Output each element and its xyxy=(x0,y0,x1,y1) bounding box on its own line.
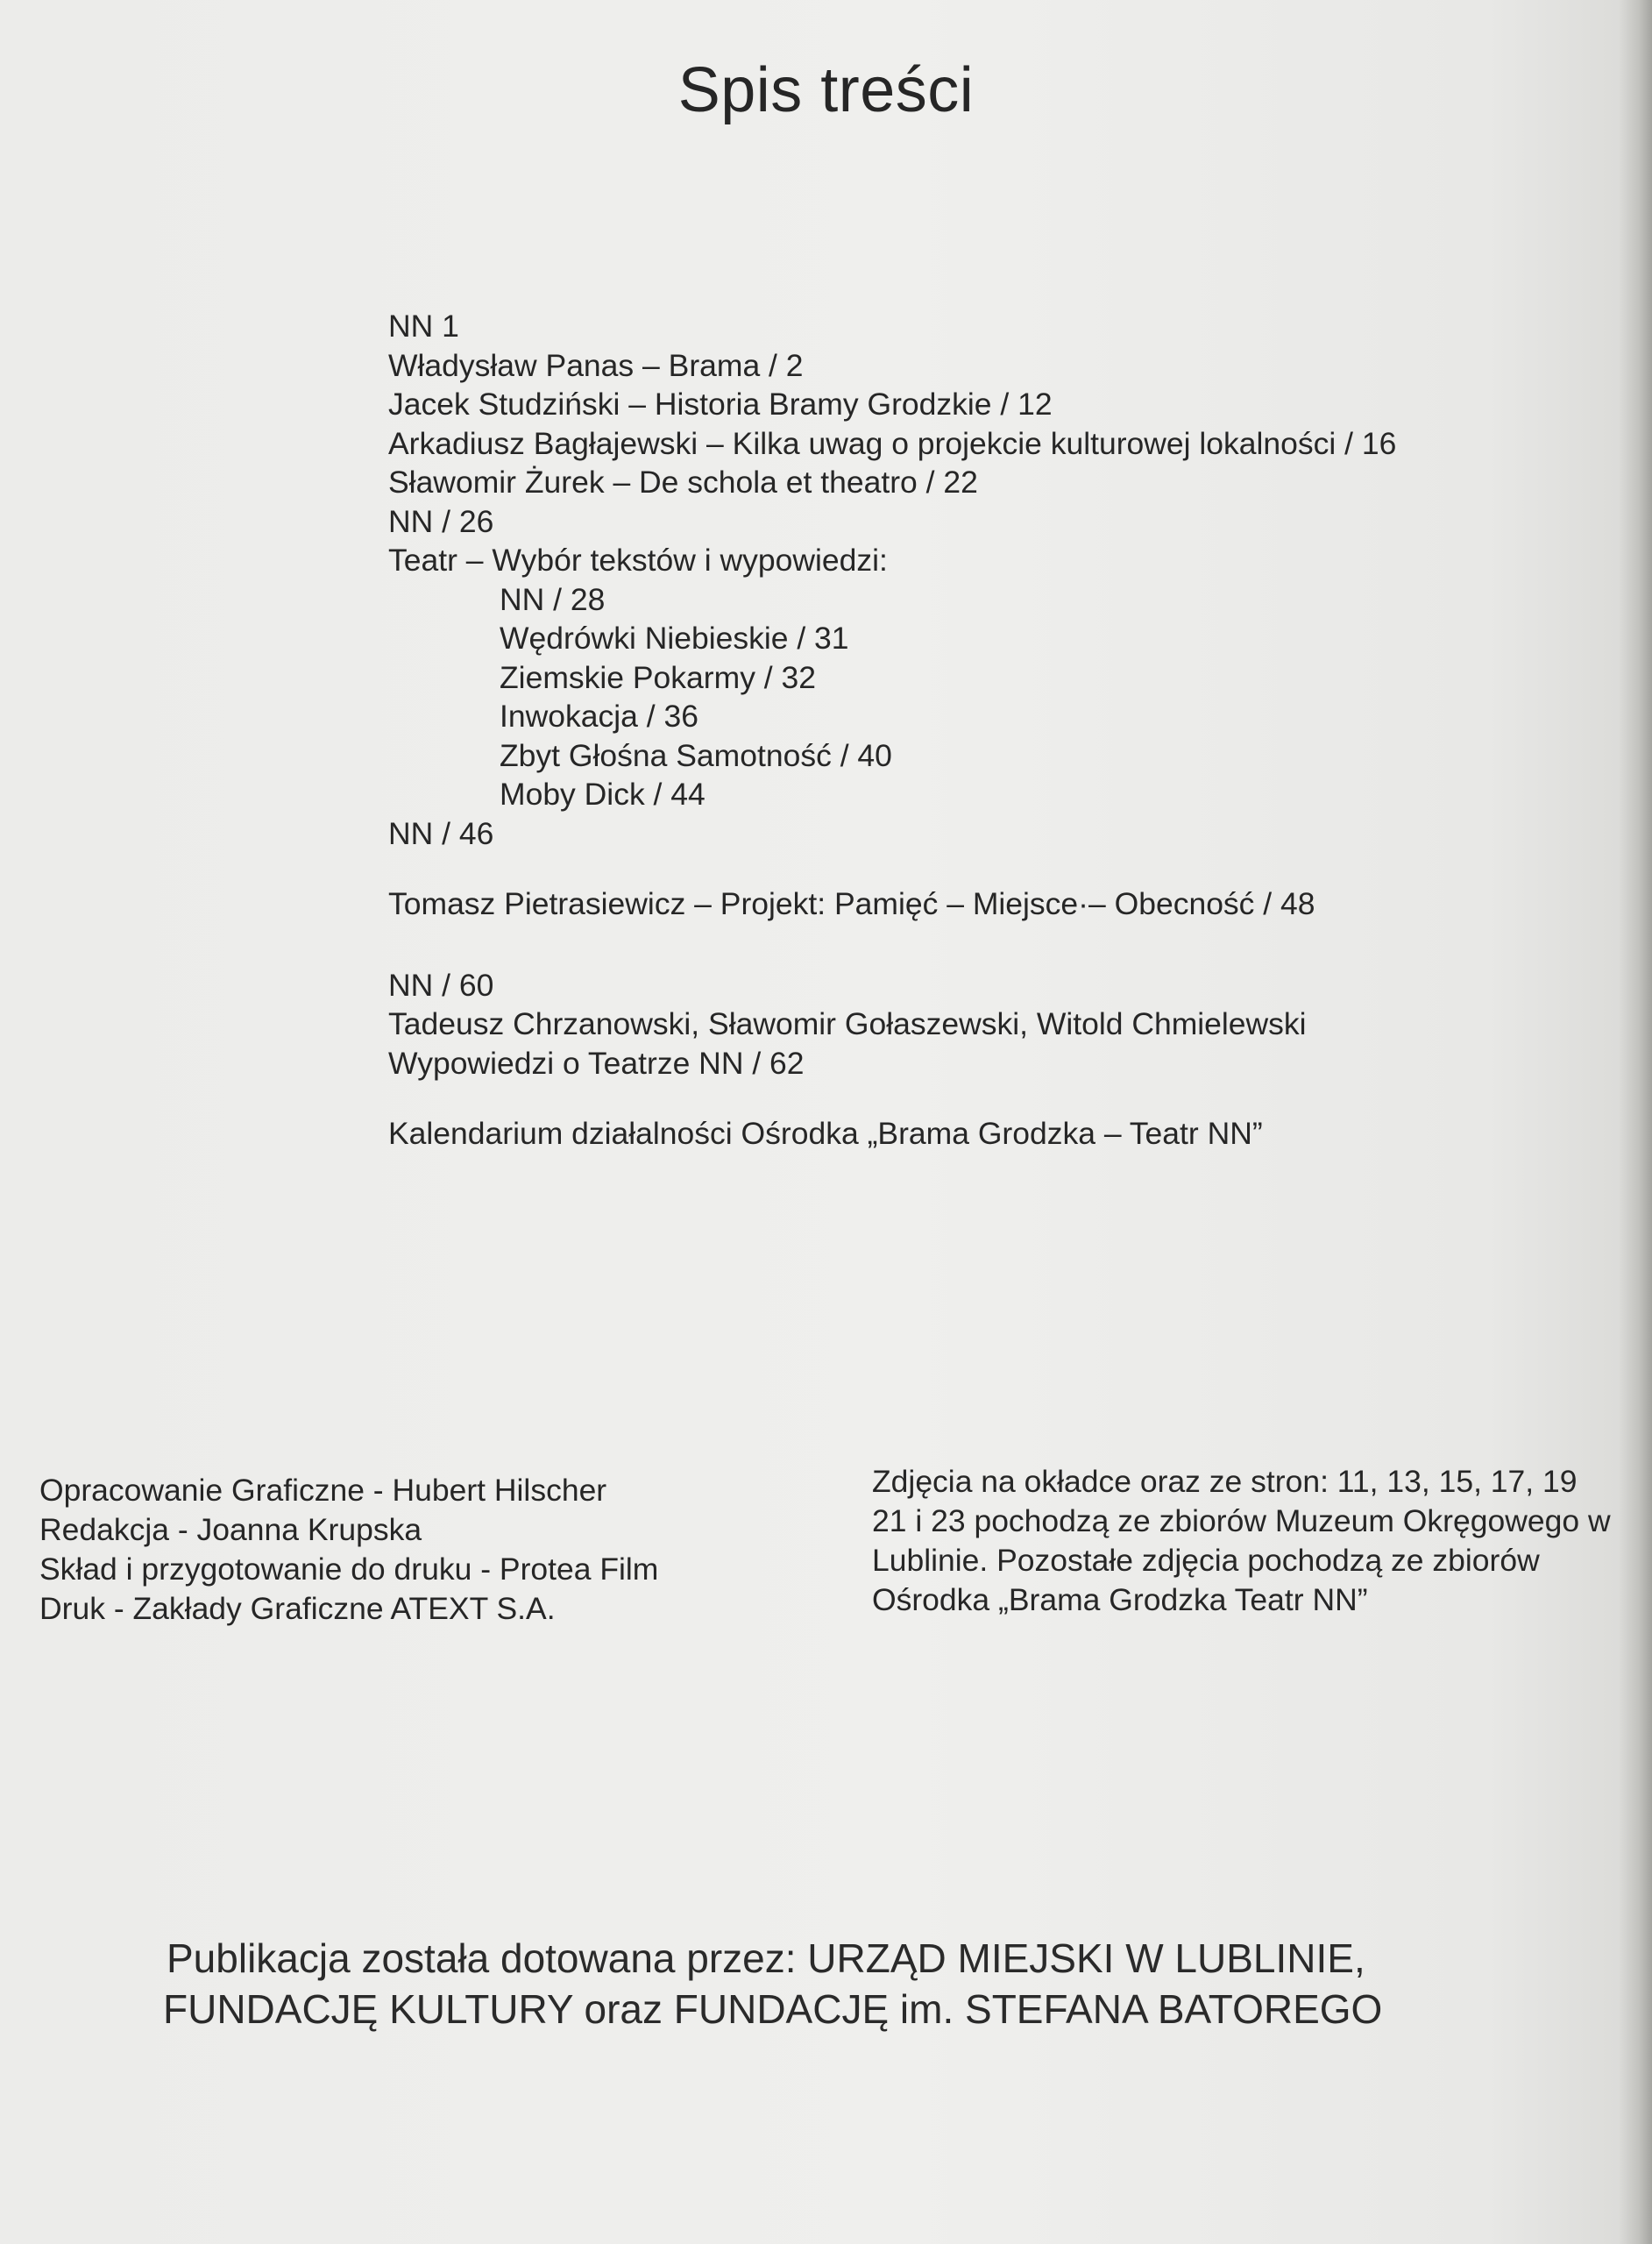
toc-entry: NN / 46 xyxy=(388,815,494,851)
toc-entry: Władysław Panas – Brama / 2 xyxy=(388,347,804,383)
funding-note xyxy=(163,1933,1586,2035)
credit-line: Druk - Zakłady Graficzne ATEXT S.A. xyxy=(39,1591,556,1626)
credit-line: Lublinie. Pozostałe zdjęcia pochodzą ze zbiorów xyxy=(872,1543,1540,1578)
page-edge-shadow xyxy=(1619,0,1652,2244)
toc-subentry: Ziemskie Pokarmy / 32 xyxy=(500,659,817,695)
toc-subentry: Zbyt Głośna Samotność / 40 xyxy=(500,737,892,773)
toc-entry: Tomasz Pietrasiewicz – Projekt: Pamięć – Miejsce·– Obecność / 48 xyxy=(388,886,1315,921)
toc-entry: NN / 60 xyxy=(388,967,494,1003)
toc-subentry: Moby Dick / 44 xyxy=(500,777,705,812)
toc-section-heading: Teatr – Wybór tekstów i wypowiedzi: xyxy=(388,543,888,578)
funding-line: Publikacja została dotowana przez: URZĄD MIEJSKI W LUBLINIE, xyxy=(167,1935,1365,1981)
toc-entry: NN 1 xyxy=(388,309,459,344)
credit-line: Zdjęcia na okładce oraz ze stron: 11, 13, 15, 17, 19 xyxy=(872,1464,1578,1499)
page-title: Spis treści xyxy=(677,55,975,125)
toc-entry: Jacek Studziński – Historia Bramy Grodzkie / 12 xyxy=(388,387,1053,422)
funding-line: FUNDACJĘ KULTURY oraz FUNDACJĘ im. STEFANA BATOREGO xyxy=(163,1986,1383,2032)
production-credits xyxy=(39,1471,828,1629)
toc-entry: NN / 26 xyxy=(388,503,494,539)
toc-entry: Tadeusz Chrzanowski, Sławomir Gołaszewski, Witold Chmielewski xyxy=(388,1006,1307,1041)
credit-line: 21 i 23 pochodzą ze zbiorów Muzeum Okręgowego w xyxy=(872,1503,1611,1538)
credit-line: Opracowanie Graficzne - Hubert Hilscher xyxy=(39,1473,607,1508)
credit-line: Redakcja - Joanna Krupska xyxy=(39,1512,422,1547)
toc-subentry: Inwokacja / 36 xyxy=(500,699,698,734)
toc-entry: Wypowiedzi o Teatrze NN / 62 xyxy=(388,1045,805,1081)
toc-entry: Sławomir Żurek – De schola et theatro / 22 xyxy=(388,465,978,500)
toc-entry: Arkadiusz Bagłajewski – Kilka uwag o projekcie kulturowej lokalności / 16 xyxy=(388,425,1397,461)
photo-credits xyxy=(872,1462,1652,1620)
toc-subentry: NN / 28 xyxy=(500,581,606,617)
credit-line: Ośrodka „Brama Grodzka Teatr NN” xyxy=(872,1582,1368,1617)
credit-line: Skład i przygotowanie do druku - Protea Film xyxy=(39,1552,659,1587)
toc-entry: Kalendarium działalności Ośrodka „Brama Grodzka – Teatr NN” xyxy=(388,1116,1263,1151)
table-of-contents xyxy=(388,307,1528,1154)
toc-subentry: Wędrówki Niebieskie / 31 xyxy=(500,621,849,656)
